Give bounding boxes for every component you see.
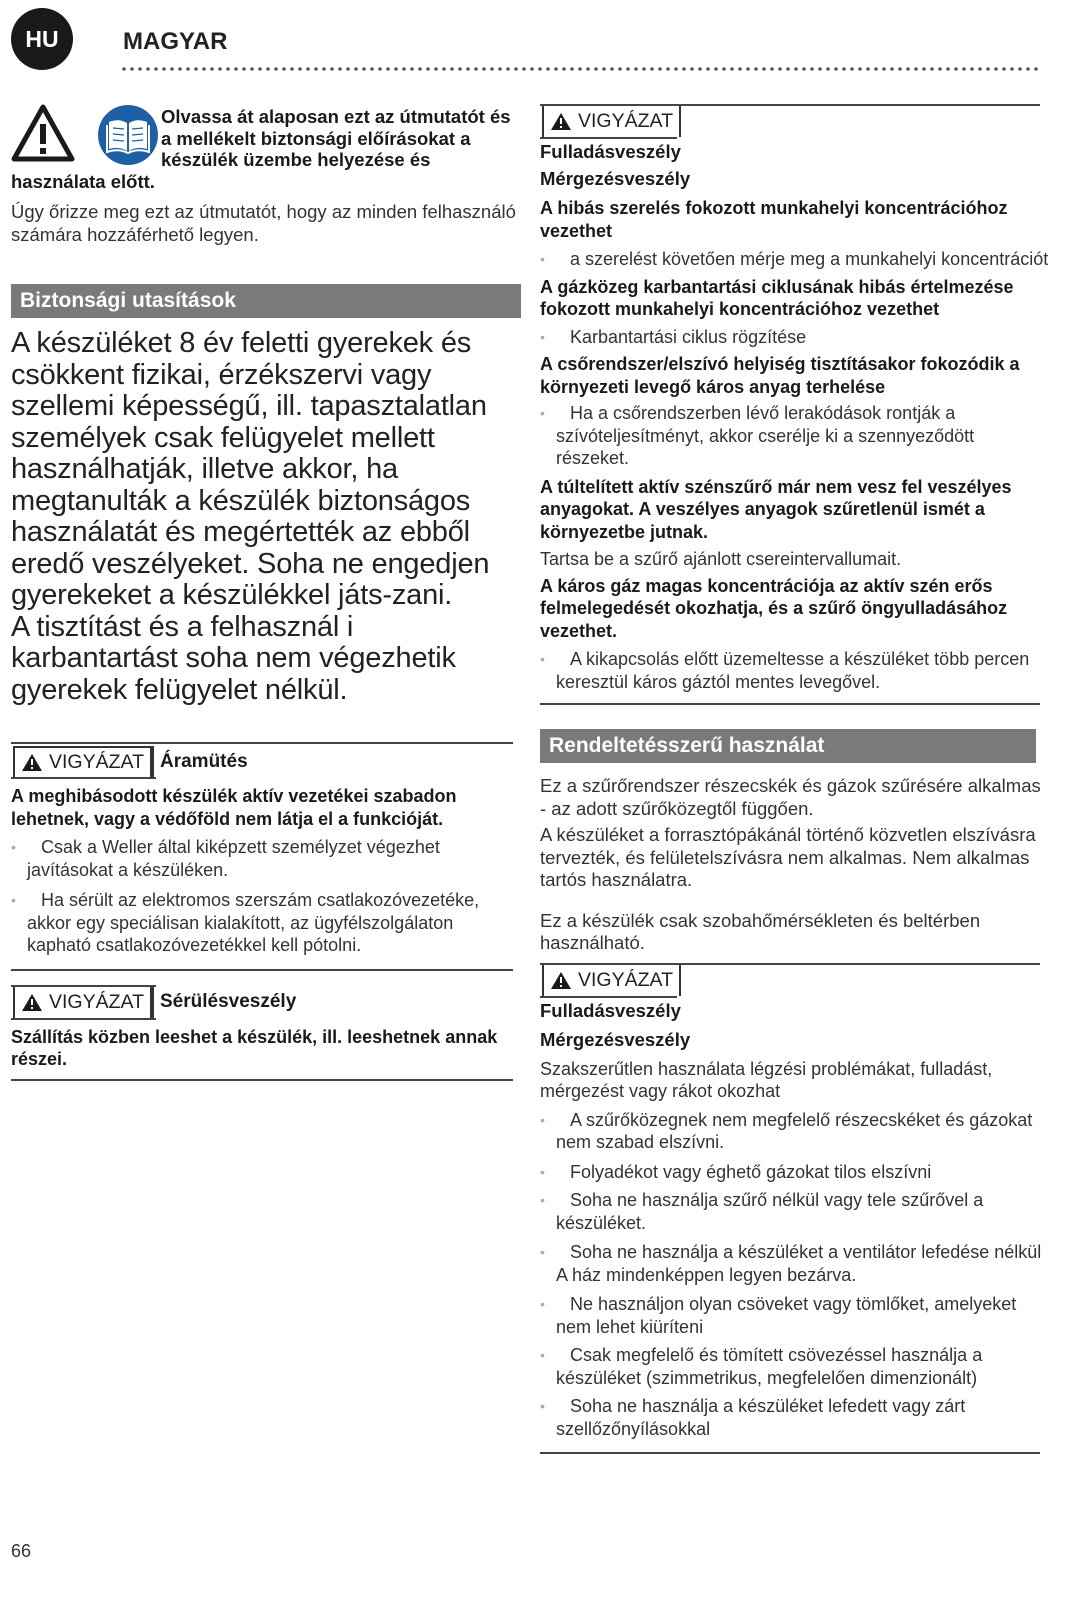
safety-paragraph-1: A készüléket 8 év feletti gyerekek és csökkent fizikai, érzékszervi vagy szellemi képességű, ill. tapasztalatlan személyek csak felügyelet mellett használhatják, illetve akkor, ha megtanulták a készülék biztonságos használatát és megértették az ebből eredő veszélyeket. Soha ne engedjen gyerekeket a készülékkel játs-zani. (11, 327, 490, 611)
badge-underline (540, 137, 677, 139)
warning-badge (542, 965, 681, 996)
list-item: • A szűrőközegnek nem megfelelő részecskéket és gázokat nem szabad elszívni. (540, 1109, 1052, 1154)
warning-badge-label: VIGYÁZAT (49, 990, 144, 1013)
usage-section-title: Rendeltetésszerű használat (540, 729, 1036, 763)
warning-small-icon (550, 971, 572, 990)
read-manual-icon (97, 104, 159, 166)
warning-badge (13, 987, 152, 1018)
warning-triangle-icon (11, 104, 75, 162)
list-item: • Soha ne használja a készüléket lefedett vagy zárt szellőzőnyílásokkal (540, 1395, 1052, 1440)
list-item: • Soha ne használja a készüléket a ventilátor lefedése nélkül A ház mindenképpen legyen bezárva. (540, 1241, 1052, 1286)
warning-text: A csőrendszer/elszívó helyiség tisztításakor fokozódik a környezeti levegő káros anyag terhelése (540, 354, 1020, 397)
list-item: • A kikapcsolás előtt üzemeltesse a készüléket több percen keresztül káros gáztól mentes levegővel. (540, 648, 1052, 693)
bullet-list (540, 248, 1052, 271)
usage-paragraph: Ez a készülék csak szobahőmérsékleten és beltérben használható. (540, 909, 981, 953)
usage-paragraph: A készüléket a forrasztópákánál történő közvetlen elszívásra tervezték, és felületelszívásra nem alkalmas. Nem alkalmas tartós használatra. (540, 824, 1036, 890)
warning-badge-label: VIGYÁZAT (578, 110, 673, 132)
warning-badge-label: VIGYÁZAT (578, 968, 673, 991)
language-badge: HU (11, 8, 73, 70)
warning-header-right-1 (540, 106, 1052, 137)
bullet-list (540, 1109, 1052, 1441)
warning-badge-label: VIGYÁZAT (49, 751, 144, 773)
warning-header-right-2 (540, 965, 1052, 996)
warning-text: A káros gáz magas koncentrációja az aktív szén erős felmelegedését okozhatja, és a szűrő öngyulladásához vezethet. (540, 575, 1008, 641)
warning-badge (542, 106, 681, 137)
badge-underline (540, 996, 677, 998)
warning-small-icon (21, 993, 43, 1012)
divider (11, 1079, 513, 1081)
safety-section-title: Biztonsági utasítások (11, 284, 521, 318)
list-item: • Ha sérült az elektromos szerszám csatlakozóvezetéke, akkor egy speciálisan kialakított, az ügyfélszolgálaton kapható csatlakozóvezetékkel kell pótolni. (11, 889, 521, 957)
list-item: • Ha a csőrendszerben lévő lerakódások rontják a szívóteljesítményt, akkor cserélje ki a szennyeződött részeket. (540, 402, 1052, 470)
warning-small-icon (21, 753, 43, 772)
list-item: • Folyadékot vagy éghető gázokat tilos elszívni (540, 1161, 1052, 1184)
bullet-list (540, 326, 1052, 349)
note-text: Tartsa be a szűrő ajánlott csereintervallumait. (540, 549, 902, 569)
warning-text: A túltelített aktív szénszűrő már nem vesz fel veszélyes anyagokat. A veszélyes anyagok szűretlenül ismét a környezetbe jutnak. (540, 476, 1012, 542)
list-item: • Ne használjon olyan csöveket vagy tömlőket, amelyeket nem lehet kiüríteni (540, 1293, 1052, 1338)
left-column (11, 100, 521, 1081)
badge-underline (11, 777, 156, 779)
warning-intro-text: Szakszerűtlen használata légzési problémákat, fulladást, mérgezést vagy rákot okozhat (540, 1058, 993, 1101)
shock-bullet-list (11, 836, 521, 957)
dotted-divider (120, 66, 1040, 72)
warning-text: A gázközeg karbantartási ciklusának hibás értelmezése fokozott munkahelyi koncentrációhoz vezethet (540, 276, 1014, 319)
divider (11, 969, 513, 971)
usage-paragraph: Ez a szűrőrendszer részecskék és gázok szűrésére alkalmas - az adott szűrőközegtől függően. (540, 775, 1041, 819)
page-number: 66 (11, 1541, 32, 1561)
bullet-list (540, 402, 1052, 470)
intro-text-last: használata előtt. (11, 171, 155, 192)
page-title: MAGYAR (123, 28, 228, 55)
divider (11, 742, 513, 744)
warning-header-shock (11, 746, 521, 777)
warning-subtitle: Fulladásveszély (540, 999, 681, 1021)
warning-small-icon (550, 112, 572, 131)
safety-paragraph-2: A tisztítást és a felhasznál i karbantartást soha nem végezhetik gyerekek felügyelet nélkül. (11, 610, 456, 706)
list-item: • Csak megfelelő és tömített csövezéssel használja a készüléket (szimmetrikus, megfelelően dimenzionált) (540, 1344, 1052, 1389)
divider (540, 1452, 1040, 1454)
right-column (540, 104, 1052, 1454)
safety-text (11, 328, 521, 706)
list-item: • Karbantartási ciklus rögzítése (540, 326, 1052, 349)
injury-warning-text: Szállítás közben leeshet a készülék, ill. leeshetnek annak részei. (11, 1026, 498, 1069)
warning-label: Sérülésveszély (152, 987, 296, 1018)
warning-subtitle: Mérgezésveszély (540, 1029, 691, 1050)
list-item: • a szerelést követően mérje meg a munkahelyi koncentrációt (540, 248, 1052, 271)
intro-block (11, 100, 521, 192)
bullet-list (540, 648, 1052, 693)
list-item: • Csak a Weller által kiképzett személyzet végezhet javításokat a készüléken. (11, 836, 521, 881)
warning-subtitle: Mérgezésveszély (540, 167, 691, 189)
list-item: • Soha ne használja szűrő nélkül vagy tele szűrővel a készüléket. (540, 1189, 1052, 1234)
warning-subtitle: Fulladásveszély (540, 141, 681, 162)
shock-warning-text: A meghibásodott készülék aktív vezetékei szabadon lehetnek, vagy a védőföld nem látja el a funkcióját. (11, 786, 457, 829)
keep-manual-note: Úgy őrizze meg ezt az útmutatót, hogy az minden felhasználó számára hozzáférhető legyen. (11, 201, 516, 245)
warning-text: A hibás szerelés fokozott munkahelyi koncentrációhoz vezethet (540, 198, 1008, 241)
warning-label: Áramütés (152, 746, 248, 777)
divider (540, 703, 1040, 705)
badge-underline (11, 1018, 156, 1020)
intro-text: Olvassa át alaposan ezt az útmutatót és a mellékelt biztonsági előírásokat a készülék üzembe helyezése és (161, 106, 511, 170)
warning-header-injury (11, 987, 521, 1018)
warning-badge (13, 746, 152, 777)
